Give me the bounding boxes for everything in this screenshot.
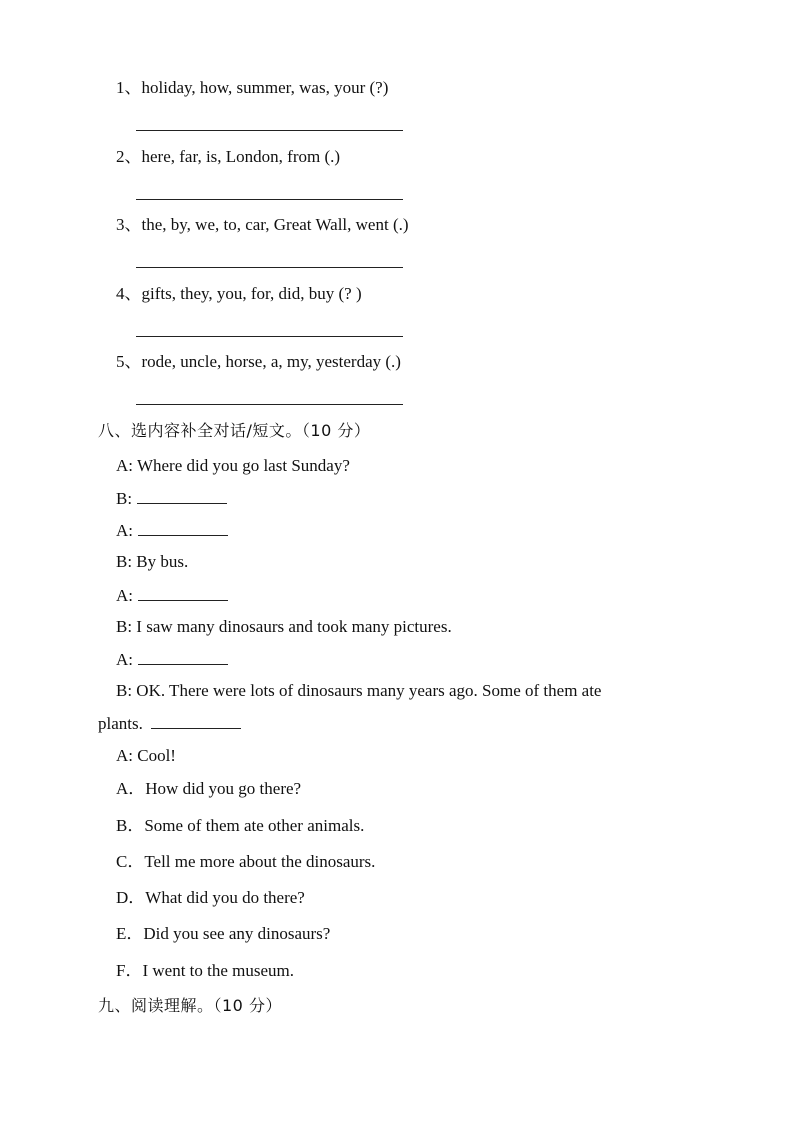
dialogue-line-2 bbox=[116, 487, 227, 510]
section-9-heading: 九、阅读理解。（10 分） bbox=[98, 996, 282, 1015]
section-8-heading: 八、选内容补全对话/短文。（10 分） bbox=[98, 421, 371, 440]
dialogue-blank-4[interactable] bbox=[138, 648, 228, 665]
question-number: 3、 bbox=[116, 215, 142, 234]
question-words: rode, uncle, horse, a, my, yesterday (.) bbox=[141, 352, 401, 371]
dialogue-line-5 bbox=[116, 584, 228, 607]
dialogue-line-8 bbox=[116, 680, 601, 702]
dialogue-speaker: A: bbox=[116, 586, 133, 605]
question-words: here, far, is, London, from (.) bbox=[141, 147, 341, 166]
dialogue-line-9 bbox=[98, 712, 241, 735]
option-text: E．Did you see any dinosaurs? bbox=[116, 924, 331, 943]
option-text: A．How did you go there? bbox=[116, 779, 302, 798]
reorder-question-3 bbox=[116, 214, 409, 236]
dialogue-line-3 bbox=[116, 519, 228, 542]
reorder-question-4 bbox=[116, 283, 362, 305]
answer-line-2[interactable] bbox=[136, 199, 403, 200]
option-d bbox=[116, 887, 305, 909]
question-words: gifts, they, you, for, did, buy (? ) bbox=[141, 284, 362, 303]
option-b bbox=[116, 815, 364, 837]
question-number: 1、 bbox=[116, 78, 142, 97]
option-f bbox=[116, 960, 294, 982]
option-e bbox=[116, 923, 330, 945]
question-words: holiday, how, summer, was, your (?) bbox=[141, 78, 389, 97]
answer-line-5[interactable] bbox=[136, 404, 403, 405]
reorder-question-2 bbox=[116, 146, 340, 168]
question-number: 5、 bbox=[116, 352, 142, 371]
dialogue-blank-1[interactable] bbox=[137, 487, 227, 504]
dialogue-text: B: I saw many dinosaurs and took many pictures. bbox=[116, 617, 452, 636]
question-number: 4、 bbox=[116, 284, 142, 303]
option-text: C．Tell me more about the dinosaurs. bbox=[116, 852, 376, 871]
dialogue-speaker: A: bbox=[116, 521, 133, 540]
dialogue-text: plants. bbox=[98, 714, 143, 733]
dialogue-blank-2[interactable] bbox=[138, 519, 228, 536]
dialogue-line-6 bbox=[116, 616, 452, 638]
dialogue-line-4 bbox=[116, 551, 188, 573]
question-number: 2、 bbox=[116, 147, 142, 166]
option-text: D．What did you do there? bbox=[116, 888, 305, 907]
option-a bbox=[116, 778, 301, 800]
option-text: F．I went to the museum. bbox=[116, 961, 295, 980]
dialogue-line-7 bbox=[116, 648, 228, 671]
dialogue-line-10 bbox=[116, 745, 176, 767]
dialogue-speaker: A: bbox=[116, 650, 133, 669]
reorder-question-5 bbox=[116, 351, 401, 373]
dialogue-blank-5[interactable] bbox=[151, 712, 241, 729]
dialogue-text: B: By bus. bbox=[116, 552, 189, 571]
dialogue-speaker: B: bbox=[116, 489, 133, 508]
dialogue-text: A: Cool! bbox=[116, 746, 176, 765]
option-c bbox=[116, 851, 375, 873]
answer-line-1[interactable] bbox=[136, 130, 403, 131]
option-text: B．Some of them ate other animals. bbox=[116, 816, 365, 835]
question-words: the, by, we, to, car, Great Wall, went (.) bbox=[141, 215, 409, 234]
reorder-question-1 bbox=[116, 77, 388, 99]
dialogue-text: A: Where did you go last Sunday? bbox=[116, 456, 350, 475]
answer-line-4[interactable] bbox=[136, 336, 403, 337]
dialogue-blank-3[interactable] bbox=[138, 584, 228, 601]
answer-line-3[interactable] bbox=[136, 267, 403, 268]
dialogue-text: B: OK. There were lots of dinosaurs many years ago. Some of them ate bbox=[116, 681, 602, 700]
dialogue-line-1 bbox=[116, 455, 350, 477]
